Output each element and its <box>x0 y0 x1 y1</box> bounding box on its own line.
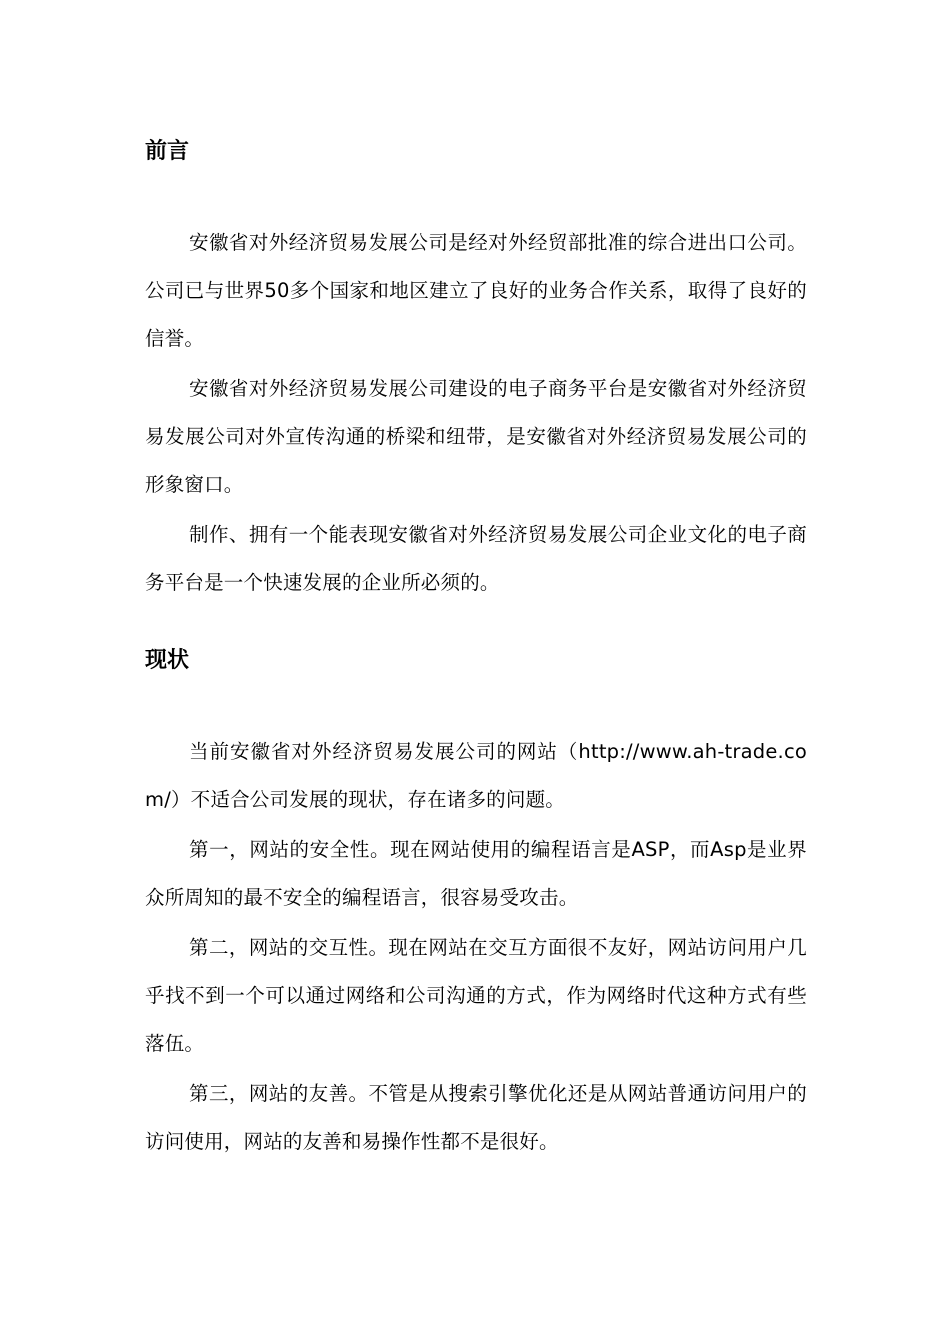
paragraph: 制作、拥有一个能表现安徽省对外经济贸易发展公司企业文化的电子商务平台是一个快速发展的企业所必须的。 <box>145 523 807 594</box>
section-body-preface <box>145 219 807 607</box>
paragraph: 当前安徽省对外经济贸易发展公司的网站（http://www.ah-trade.com/）不适合公司发展的现状，存在诸多的问题。 <box>145 740 807 811</box>
section-heading-preface: 前言 <box>145 139 190 164</box>
paragraph: 第二，网站的交互性。现在网站在交互方面很不友好，网站访问用户几乎找不到一个可以通过网络和公司沟通的方式，作为网络时代这种方式有些落伍。 <box>145 936 807 1055</box>
paragraph: 安徽省对外经济贸易发展公司建设的电子商务平台是安徽省对外经济贸易发展公司对外宣传沟通的桥梁和纽带，是安徽省对外经济贸易发展公司的形象窗口。 <box>145 377 807 496</box>
paragraph: 安徽省对外经济贸易发展公司是经对外经贸部批准的综合进出口公司。公司已与世界50多个国家和地区建立了良好的业务合作关系，取得了良好的信誉。 <box>145 231 807 350</box>
section-heading-status: 现状 <box>145 648 190 673</box>
section-body-status <box>145 728 807 1166</box>
paragraph: 第三，网站的友善。不管是从搜索引擎优化还是从网站普通访问用户的访问使用，网站的友善和易操作性都不是很好。 <box>145 1082 807 1153</box>
paragraph: 第一，网站的安全性。现在网站使用的编程语言是ASP，而Asp是业界众所周知的最不安全的编程语言，很容易受攻击。 <box>145 838 807 909</box>
